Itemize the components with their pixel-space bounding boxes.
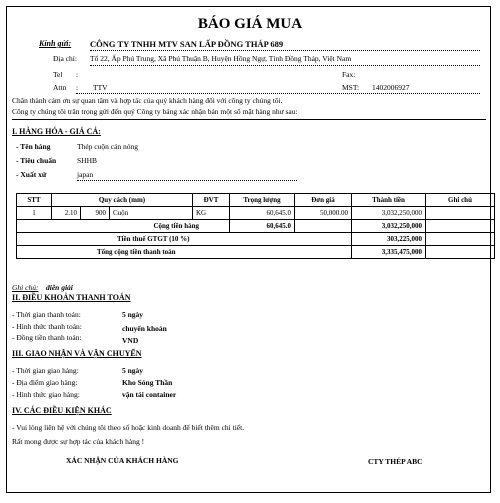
row-note xyxy=(426,207,495,220)
product-name-value: Thép cuộn cán nóng xyxy=(77,142,139,151)
items-table xyxy=(16,193,495,259)
delivery-place-label: - Địa điểm giao hàng: xyxy=(12,378,78,387)
row-weight: 60,645.0 xyxy=(230,207,295,220)
section-2-heading: II. ĐIỀU KHOẢN THANH TOÁN xyxy=(12,293,131,302)
intro-divider xyxy=(12,119,486,120)
row-price: 50,000.00 xyxy=(295,207,352,220)
product-name-label: - Tên hàng xyxy=(16,142,51,151)
subtotal-weight: 60,645.0 xyxy=(230,220,295,233)
origin-value: japan xyxy=(77,170,94,179)
header-unit: ĐVT xyxy=(193,194,230,207)
standard-value: SHHB xyxy=(77,156,98,165)
header-weight: Trọng lượng xyxy=(230,194,295,207)
section-1-heading: I. HÀNG HÓA - GIÁ CẢ: xyxy=(12,127,101,136)
delivery-time-value: 5 ngày xyxy=(122,366,144,375)
attn-label: Attn xyxy=(53,83,67,92)
delivery-method-value: vận tải container xyxy=(122,390,177,399)
address-label: Địa chỉ: xyxy=(53,54,77,63)
total-amount: 3,335,475,000 xyxy=(352,246,426,259)
vat-amount: 303,225,000 xyxy=(352,233,426,246)
standard-label: - Tiêu chuẩn xyxy=(16,156,57,165)
payment-currency-label: - Đồng tiền thanh toán: xyxy=(12,333,82,342)
table-row xyxy=(17,207,495,220)
intro-line-1: Chân thành cám ơn sự quan tâm và hợp tác của quý khách hàng đối với công ty chúng tôi. xyxy=(12,96,283,105)
row-thickness: 2.10 xyxy=(52,207,81,220)
payment-term-value: 5 ngày xyxy=(122,310,144,319)
delivery-place-value: Kho Sóng Thần xyxy=(122,378,173,387)
vat-row xyxy=(17,233,495,246)
fax-label: Fax: xyxy=(342,70,356,79)
header-amount: Thành tiền xyxy=(352,194,426,207)
attn-colon: : xyxy=(76,83,79,92)
section-3-heading: III. GIAO NHẬN VÀ VẬN CHUYỂN xyxy=(12,349,142,358)
delivery-time-label: - Thời gian giao hàng: xyxy=(12,366,79,375)
mst-label: MST: xyxy=(342,83,360,92)
total-row xyxy=(17,246,495,259)
intro-line-2: Công ty chúng tôi trân trọng gửi đến quý Công ty bảng xác nhận bán một số mặt hàng như sau: xyxy=(12,107,298,116)
address-value: Tổ 22, Ấp Phú Trung, Xã Phú Thuận B, Huyện Hồng Ngự, Tỉnh Đồng Tháp, Việt Nam xyxy=(90,54,352,63)
total-label: Tổng cộng tiền thanh toán xyxy=(17,246,352,259)
note-value: diễn giải xyxy=(46,283,73,292)
header-stt: STT xyxy=(17,194,52,207)
payment-term-label: - Thời gian thanh toán: xyxy=(12,310,81,319)
other-conditions-line-1: - Vui lòng liên hệ với chúng tôi theo số hoặc kinh doanh để biết thêm chi tiết. xyxy=(12,423,245,432)
payment-method-value: chuyển khoản xyxy=(122,324,167,333)
origin-dotted-line xyxy=(77,180,297,181)
other-conditions-line-2: Rất mong được sự hợp tác của khách hàng ! xyxy=(12,437,145,446)
delivery-method-label: - Hình thức giao hàng: xyxy=(12,390,80,399)
header-price: Đơn giá xyxy=(295,194,352,207)
table-header-row xyxy=(17,194,495,207)
row-width: 900 xyxy=(81,207,110,220)
subtotal-amount: 3,032,250,000 xyxy=(352,220,426,233)
recipient-company: CÔNG TY TNHH MTV SAN LẤP ĐỒNG THÁP 689 xyxy=(90,39,284,49)
recipient-label: Kính gửi: xyxy=(39,39,72,48)
payment-method-label: - Hình thức thanh toán: xyxy=(12,322,82,331)
note-label: Ghi chú: xyxy=(12,283,39,292)
header-note: Ghi chú xyxy=(426,194,495,207)
origin-label: - Xuất xứ xyxy=(16,170,47,179)
mst-value: 1402006927 xyxy=(372,83,410,92)
customer-signature-label: XÁC NHẬN CỦA KHÁCH HÀNG xyxy=(66,456,179,465)
tel-colon: : xyxy=(76,70,79,79)
attn-dotted-line xyxy=(76,93,480,94)
row-form: Cuộn xyxy=(110,207,193,220)
row-amount: 3,032,250,000 xyxy=(352,207,426,220)
section-4-heading: IV. CÁC ĐIỀU KIỆN KHÁC xyxy=(12,406,112,415)
address-dotted-line xyxy=(90,65,480,66)
subtotal-label: Cộng tiền hàng xyxy=(17,220,230,233)
subtotal-row xyxy=(17,220,495,233)
attn-value: TTV xyxy=(93,83,108,92)
tel-label: Tel xyxy=(53,70,63,79)
company-signature-label: CTY THÉP ABC xyxy=(368,457,423,466)
company-dotted-line xyxy=(90,50,480,51)
row-unit: KG xyxy=(193,207,230,220)
header-spec: Quy cách (mm) xyxy=(52,194,193,207)
payment-currency-value: VND xyxy=(122,336,139,345)
document-title: BÁO GIÁ MUA xyxy=(197,16,303,32)
vat-label: Tiền thuế GTGT (10 %) xyxy=(17,233,352,246)
row-stt: 1 xyxy=(17,207,52,220)
